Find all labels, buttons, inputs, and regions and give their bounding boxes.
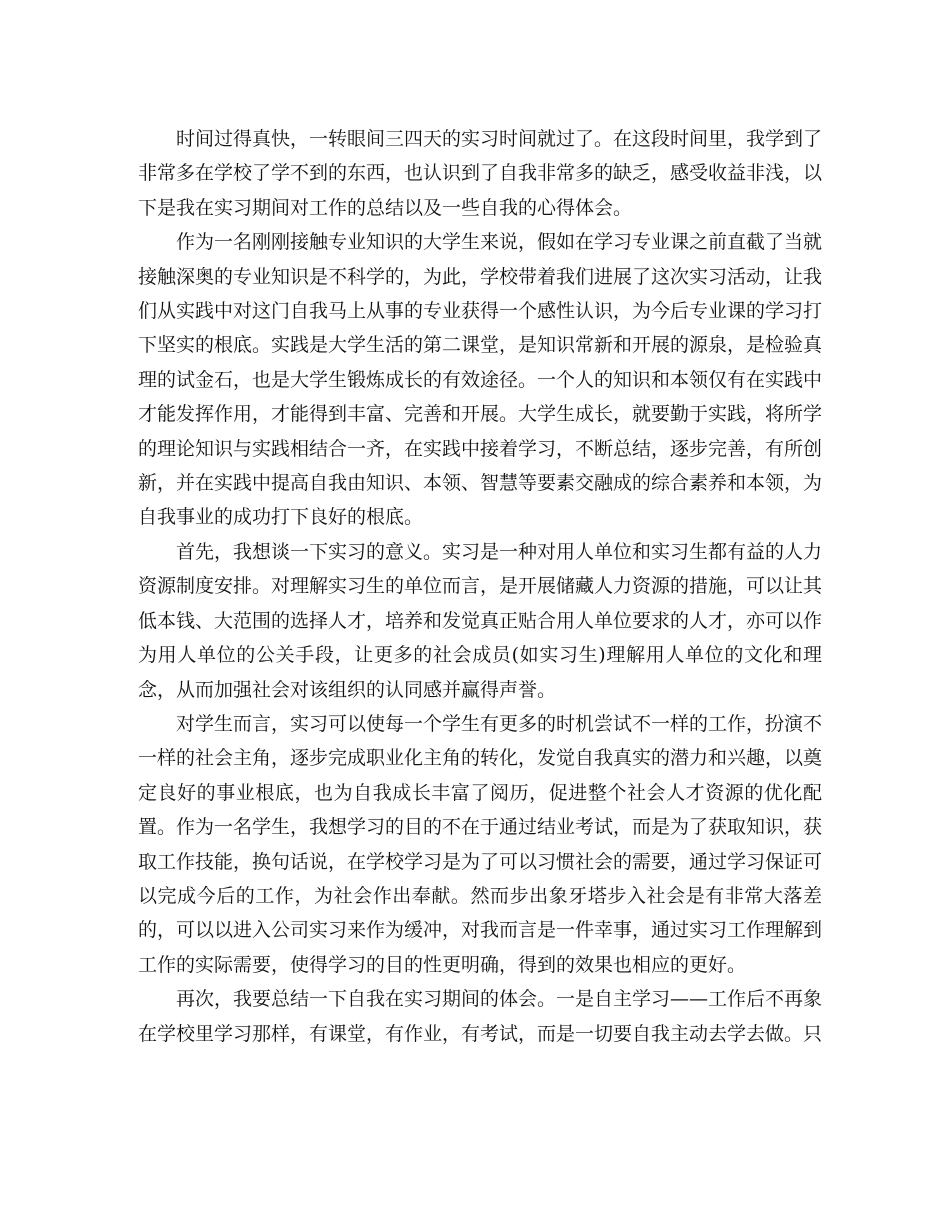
paragraph-5: 再次，我要总结一下自我在实习期间的体会。一是自主学习——工作后不再象在学校里学习那样，有课堂，有作业，有考试，而是一切要自我主动去学去做。只 — [138, 988, 823, 1045]
paragraph-3: 首先，我想谈一下实习的意义。实习是一种对用人单位和实习生都有益的人力资源制度安排。对理解实习生的单位而言，是开展储藏人力资源的措施，可以让其低本钱、大范围的选择人才，培养和发觉真正贴合用人单位要求的人才，亦可以作为用人单位的公关手段，让更多的社会成员(如实习生)理解用人单位的文化和理念，从而加强社会对该组织的认同感并赢得声誉。 — [138, 540, 823, 701]
paragraph-4: 对学生而言，实习可以使每一个学生有更多的时机尝试不一样的工作，扮演不一样的社会主角，逐步完成职业化主角的转化，发觉自我真实的潜力和兴趣，以奠定良好的事业根底，也为自我成长丰富了阅历，促进整个社会人才资源的优化配置。作为一名学生，我想学习的目的不在于通过结业考试，而是为了获取知识，获取工作技能，换句话说，在学校学习是为了可以习惯社会的需要，通过学习保证可以完成今后的工作，为社会作出奉献。然而步出象牙塔步入社会是有非常大落差的，可以以进入公司实习来作为缓冲，对我而言是一件幸事，通过实习工作理解到工作的实际需要，使得学习的目的性更明确，得到的效果也相应的更好。 — [138, 712, 823, 976]
paragraph-2: 作为一名刚刚接触专业知识的大学生来说，假如在学习专业课之前直截了当就接触深奥的专业知识是不科学的，为此，学校带着我们进展了这次实习活动，让我们从实践中对这门自我马上从事的专业获得一个感性认识，为今后专业课的学习打下坚实的根底。实践是大学生活的第二课堂，是知识常新和开展的源泉，是检验真理的试金石，也是大学生锻炼成长的有效途径。一个人的知识和本领仅有在实践中才能发挥作用，才能得到丰富、完善和开展。大学生成长，就要勤于实践，将所学的理论知识与实践相结合一齐，在实践中接着学习，不断总结，逐步完善，有所创新，并在实践中提高自我由知识、本领、智慧等要素交融成的综合素养和本领，为自我事业的成功打下良好的根底。 — [138, 231, 823, 529]
paragraph-1: 时间过得真快，一转眼间三四天的实习时间就过了。在这段时间里，我学到了非常多在学校了学不到的东西，也认识到了自我非常多的缺乏，感受收益非浅，以下是我在实习期间对工作的总结以及一些自我的心得体会。 — [138, 128, 823, 219]
